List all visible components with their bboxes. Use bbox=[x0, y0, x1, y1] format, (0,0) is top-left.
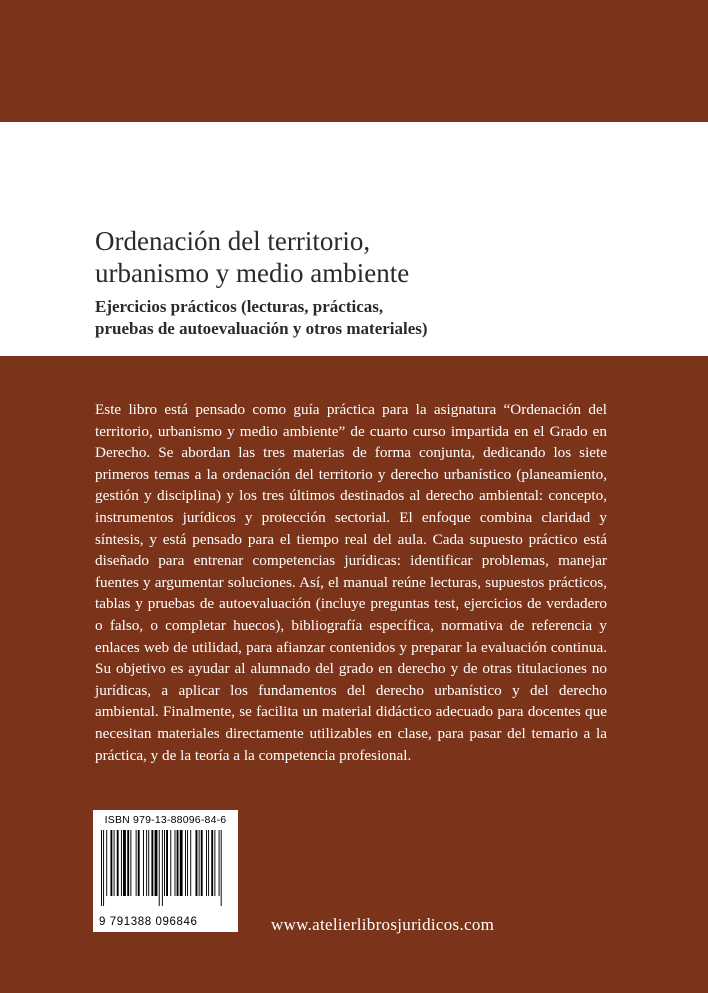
book-title bbox=[95, 225, 615, 289]
top-color-band bbox=[0, 0, 708, 122]
back-cover-description: Este libro está pensado como guía práctica para la asignatura “Ordenación del territorio, urbanismo y medio ambiente” de cuarto curso impartida en el Grado en Derecho. Se abordan las tres materias de forma conjunta, dedicando los siete primeros temas a la ordenación del territorio y derecho urbanístico (planeamiento, gestión y disciplina) y los tres últimos destinados al derecho ambiental: concepto, instrumentos jurídicos y protección sectorial. El enfoque combina claridad y síntesis, y está pensado para el tiempo real del aula. Cada supuesto práctico está diseñado para entrenar competencias jurídicas: identificar problemas, manejar fuentes y argumentar soluciones. Así, el manual reúne lecturas, supuestos prácticos, tablas y pruebas de autoevaluación (incluye preguntas test, ejercicios de verdadero o falso, o completar huecos), bibliografía específica, normativa de referencia y enlaces web de utilidad, para afianzar contenidos y preparar la evaluación continua. Su objetivo es ayudar al alumnado del grado en derecho y de otras titulaciones no jurídicas, a aplicar los fundamentos del derecho urbanístico y del derecho ambiental. Finalmente, se facilita un material didáctico adecuado para docentes que necesitan materiales directamente utilizables en clase, para pasar del temario a la práctica, y de la teoría a la competencia profesional. bbox=[95, 401, 607, 764]
book-subtitle-line-2: pruebas de autoevaluación y otros materiales) bbox=[95, 319, 428, 338]
barcode-bars-icon bbox=[99, 830, 232, 906]
book-subtitle-line-1: Ejercicios prácticos (lecturas, prácticas, bbox=[95, 297, 384, 316]
publisher-website: www.atelierlibrosjuridicos.com bbox=[271, 915, 495, 934]
book-title-line-2: urbanismo y medio ambiente bbox=[95, 258, 410, 288]
ean-digits: 9 791388 096846 bbox=[99, 916, 198, 928]
isbn-barcode bbox=[93, 810, 238, 932]
book-subtitle bbox=[95, 296, 615, 340]
isbn-label: ISBN 979-13-88096-84-6 bbox=[104, 814, 227, 826]
book-title-line-1: Ordenación del territorio, bbox=[95, 226, 371, 256]
